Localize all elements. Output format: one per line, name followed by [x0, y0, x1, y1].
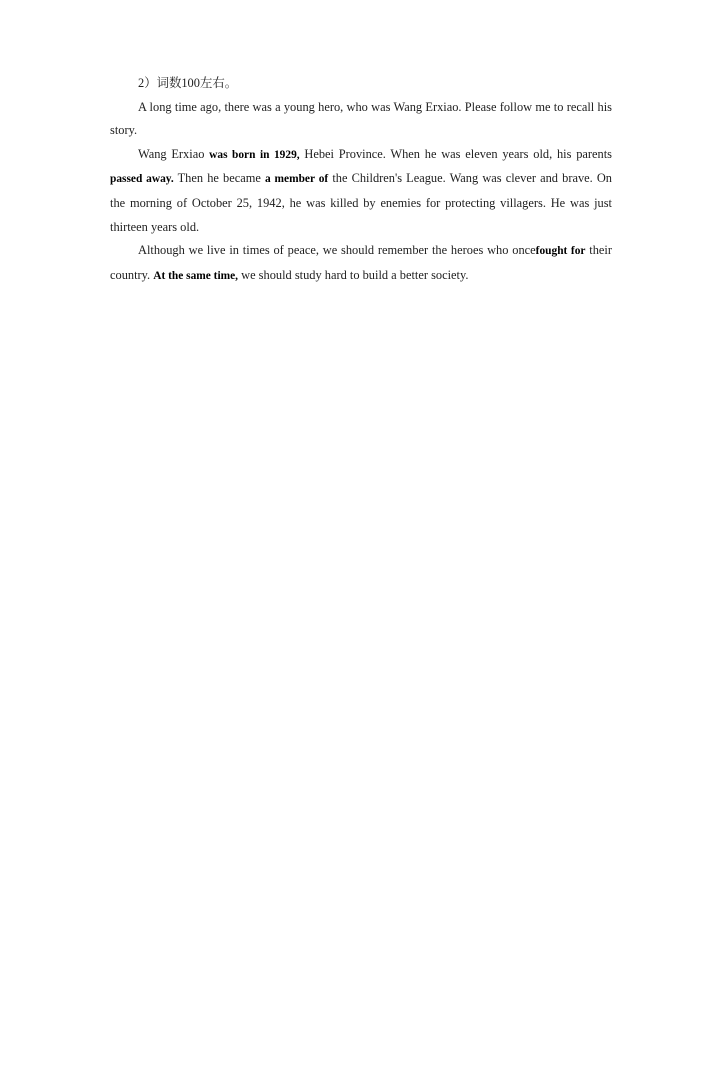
- text-run: we should study hard to build a better society.: [238, 267, 469, 282]
- text-run: A long time ago, there was a young hero, who was Wang Erxiao. Please follow me to recall his story.: [110, 99, 612, 138]
- text-run: Then he became: [173, 171, 265, 186]
- bold-phrase: was born in 1929,: [209, 148, 300, 161]
- text-run: the Children's League. Wang was clever and brave. On the morning of October 25, 1942, he was killed by enemies for protecting villagers. He was just thirteen years old.: [110, 171, 613, 234]
- text-run: their country.: [110, 243, 612, 282]
- text-run: Wang Erxiao: [138, 146, 210, 161]
- bold-phrase: At the same time,: [153, 269, 239, 282]
- requirement-line: 2）词数100左右。: [138, 76, 238, 90]
- paragraph-conclusion: [110, 239, 612, 288]
- bold-phrase: passed away.: [110, 173, 174, 186]
- bold-phrase: a member of: [264, 173, 329, 186]
- text-run: Hebei Province. When he was eleven years old, his parents: [299, 146, 612, 161]
- paragraph-intro: [110, 96, 612, 143]
- document-page: [110, 72, 612, 288]
- paragraph-biography: [110, 143, 612, 239]
- bold-phrase: fought for: [535, 245, 586, 258]
- text-run: Although we live in times of peace, we should remember the heroes who once: [138, 243, 536, 258]
